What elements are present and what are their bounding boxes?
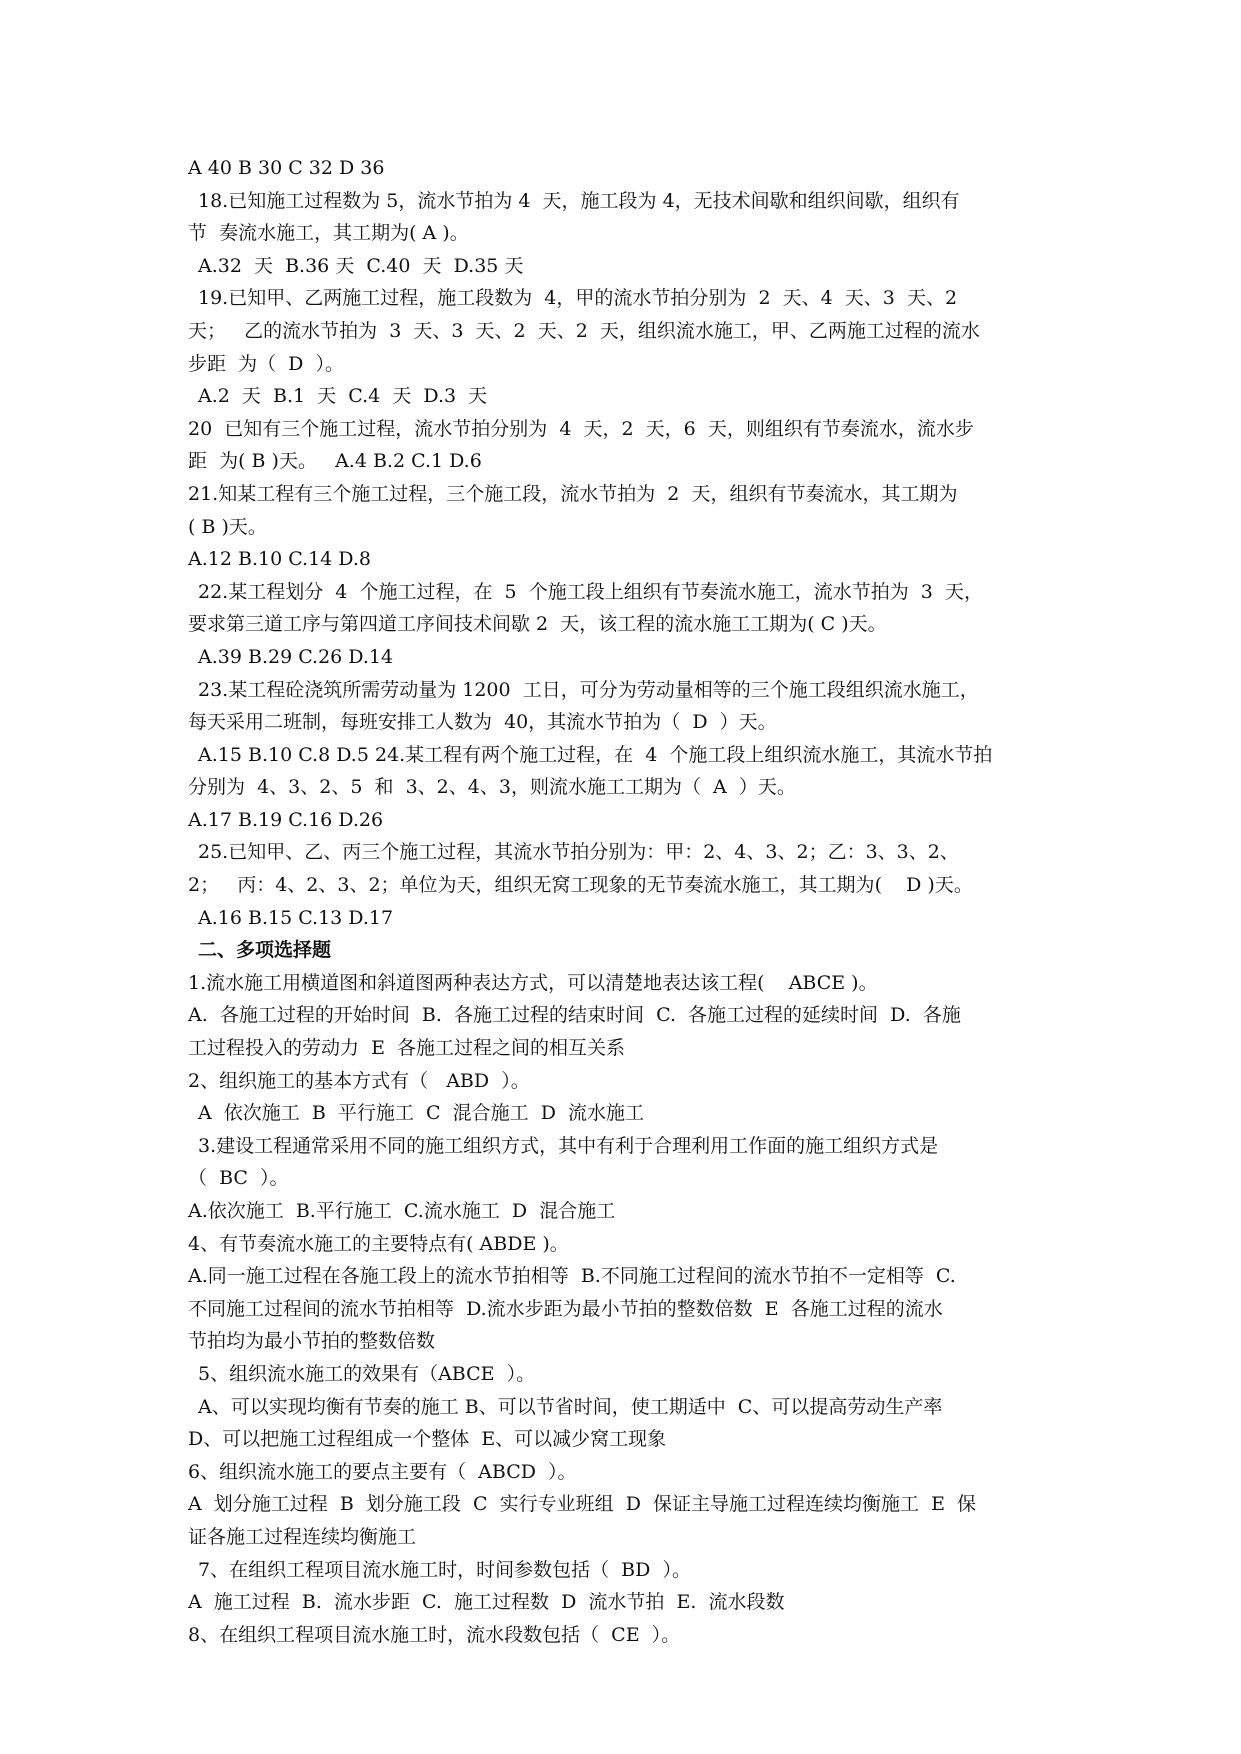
- text-line: A.15 B.10 C.8 D.5 24.某工程有两个施工过程，在 4 个施工段上组织流水施工，其流水节拍: [198, 743, 993, 766]
- text-line: 8、在组织工程项目流水施工时，流水段数包括（ CE ）。: [188, 1623, 681, 1646]
- text-line: 21.知某工程有三个施工过程，三个施工段，流水节拍为 2 天，组织有节奏流水，其工期为: [188, 482, 958, 505]
- text-line: 2、组织施工的基本方式有（ ABD ）。: [188, 1069, 530, 1092]
- text-line: 19.已知甲、乙两施工过程，施工段数为 4，甲的流水节拍分别为 2 天、4 天、3 天、2: [198, 287, 958, 310]
- text-line: 天； 乙的流水节拍为 3 天、3 天、2 天、2 天，组织流水施工，甲、乙两施工过程的流水: [188, 319, 980, 342]
- text-line: 7、在组织工程项目流水施工时，时间参数包括（ BD ）。: [198, 1558, 691, 1581]
- text-line: 25.已知甲、乙、丙三个施工过程，其流水节拍分别为：甲：2、4、3、2；乙：3、3、2、: [198, 841, 959, 864]
- text-line: 不同施工过程间的流水节拍相等 D.流水步距为最小节拍的整数倍数 E 各施工过程的流水: [188, 1297, 943, 1320]
- text-line: 节 奏流水施工，其工期为( A )。: [188, 222, 469, 245]
- text-line: （ BC ）。: [188, 1167, 289, 1190]
- text-line: A.16 B.15 C.13 D.17: [198, 906, 394, 929]
- document-body: [188, 152, 1068, 1651]
- text-line: 23.某工程砼浇筑所需劳动量为 1200 工日，可分为劳动量相等的三个施工段组织流水施工，: [198, 678, 979, 701]
- text-line: 18.已知施工过程数为 5，流水节拍为 4 天，施工段为 4，无技术间歇和组织间歇，组织有: [198, 189, 960, 212]
- text-line: A、可以实现均衡有节奏的施工 B、可以节省时间，使工期适中 C、可以提高劳动生产率: [198, 1395, 943, 1418]
- section-heading: 二、多项选择题: [198, 939, 332, 962]
- text-line: A.同一施工过程在各施工段上的流水节拍相等 B.不同施工过程间的流水节拍不一定相等 C.: [188, 1265, 956, 1288]
- text-line: 1.流水施工用横道图和斜道图两种表达方式，可以清楚地表达该工程( ABCE )。: [188, 971, 878, 994]
- text-line: ( B )天。: [188, 515, 267, 538]
- text-line: 20 已知有三个施工过程，流水节拍分别为 4 天，2 天，6 天，则组织有节奏流水，流水步: [188, 417, 974, 440]
- text-line: 要求第三道工序与第四道工序间技术间歇 2 天，该工程的流水施工工期为( C )天。: [188, 613, 887, 636]
- text-line: 工过程投入的劳动力 E 各施工过程之间的相互关系: [188, 1037, 626, 1060]
- text-line: 5、组织流水施工的效果有（ABCE ）。: [198, 1362, 536, 1385]
- text-line: 22.某工程划分 4 个施工过程，在 5 个施工段上组织有节奏流水施工，流水节拍为 3 天，: [198, 580, 983, 603]
- text-line: A.32 天 B.36 天 C.40 天 D.35 天: [198, 254, 524, 277]
- text-line: D、可以把施工过程组成一个整体 E、可以减少窝工现象: [188, 1428, 667, 1451]
- text-line: 分别为 4、3、2、5 和 3、2、4、3，则流水施工工期为（ A ）天。: [188, 776, 796, 799]
- text-line: A 施工过程 B. 流水步距 C. 施工过程数 D 流水节拍 E. 流水段数: [188, 1591, 785, 1614]
- text-line: A 依次施工 B 平行施工 C 混合施工 D 流水施工: [198, 1102, 645, 1125]
- text-line: A.依次施工 B.平行施工 C.流水施工 D 混合施工: [188, 1200, 616, 1222]
- text-line: 距 为( B )天。 A.4 B.2 C.1 D.6: [188, 450, 482, 473]
- text-line: 2； 丙：4、2、3、2；单位为天，组织无窝工现象的无节奏流水施工，其工期为( D )天。: [188, 874, 973, 897]
- text-line: 3.建设工程通常采用不同的施工组织方式，其中有利于合理利用工作面的施工组织方式是: [198, 1134, 939, 1157]
- text-line: 4、有节奏流水施工的主要特点有( ABDE )。: [188, 1232, 569, 1255]
- text-line: 证各施工过程连续均衡施工: [188, 1525, 417, 1548]
- text-line: A. 各施工过程的开始时间 B. 各施工过程的结束时间 C. 各施工过程的延续时间 D. 各施: [188, 1004, 961, 1027]
- text-line: A.39 B.29 C.26 D.14: [198, 645, 394, 668]
- text-line: A.2 天 B.1 天 C.4 天 D.3 天: [198, 385, 488, 408]
- text-line: A 划分施工过程 B 划分施工段 C 实行专业班组 D 保证主导施工过程连续均衡施工 E 保: [188, 1493, 977, 1516]
- text-line: 每天采用二班制，每班安排工人数为 40，其流水节拍为（ D ）天。: [188, 711, 777, 734]
- text-line: A.17 B.19 C.16 D.26: [188, 808, 384, 831]
- text-line: 步距 为（ D ）。: [188, 352, 344, 375]
- text-line: 6、组织流水施工的要点主要有（ ABCD ）。: [188, 1460, 577, 1483]
- text-line: 节拍均为最小节拍的整数倍数: [188, 1330, 436, 1353]
- text-line: A.12 B.10 C.14 D.8: [188, 548, 371, 571]
- text-line: A 40 B 30 C 32 D 36: [188, 157, 385, 179]
